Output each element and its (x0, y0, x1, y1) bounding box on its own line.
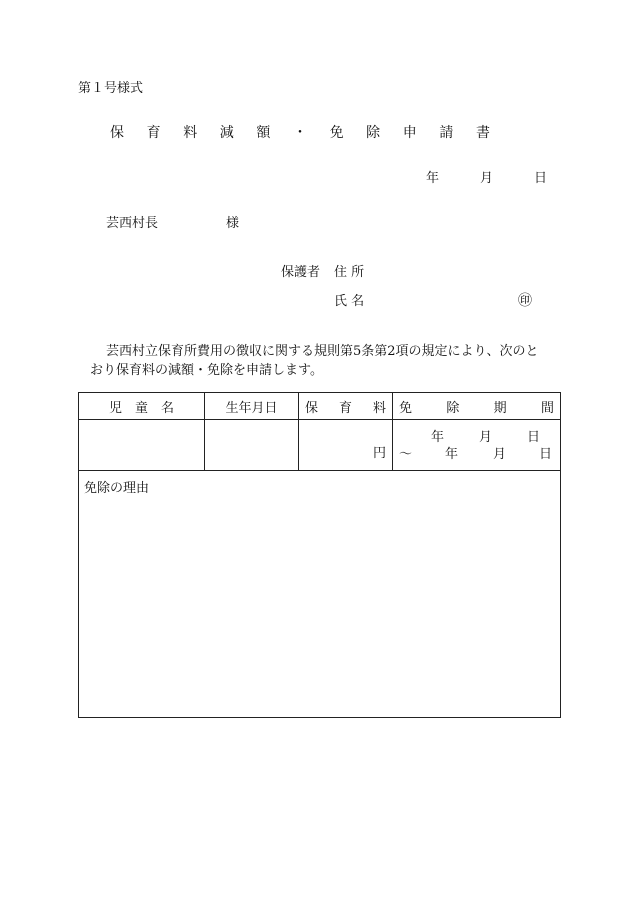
child-name-cell[interactable] (79, 420, 205, 471)
period-from-day: 日 (527, 430, 541, 445)
header-char: 期 (493, 400, 507, 416)
header-fee (299, 393, 393, 420)
title-char: 保 (110, 125, 124, 141)
body-text-line-2: おり保育料の減額・免除を申請します。 (90, 363, 323, 378)
title-char: 料 (183, 125, 198, 141)
application-table (78, 392, 561, 718)
period-tilde: ～ (399, 447, 413, 462)
exemption-period-cell[interactable] (393, 420, 561, 471)
seal-mark: ㊞ (518, 293, 532, 309)
header-exemption-period (393, 393, 561, 420)
period-from-month: 月 (479, 430, 493, 445)
header-birthdate: 生年月日 (205, 393, 299, 420)
body-text-line-1: 芸西村立保育所費用の徴収に関する規則第5条第2項の規定により、次のと (106, 344, 539, 359)
title-char: 免 (329, 125, 344, 141)
fee-cell[interactable] (299, 420, 393, 471)
title-char: ・ (292, 125, 307, 141)
header-char: 名 (160, 400, 174, 416)
title-char: 申 (402, 125, 417, 141)
header-char: 間 (540, 400, 554, 416)
period-to-year: 年 (445, 447, 459, 462)
header-char: 育 (338, 400, 352, 416)
period-to-month: 月 (493, 447, 507, 462)
header-child-name (79, 393, 205, 420)
form-title (110, 126, 490, 140)
header-char: 料 (372, 400, 386, 416)
address-label: 住 所 (334, 265, 365, 280)
title-char: 除 (366, 125, 381, 141)
date-month-label: 月 (480, 171, 494, 186)
title-char: 育 (146, 125, 161, 141)
header-char: 童 (134, 400, 148, 416)
header-char: 免 (399, 400, 413, 416)
header-char: 児 (109, 400, 123, 416)
reason-cell[interactable] (79, 471, 561, 718)
period-from-year: 年 (431, 430, 445, 445)
header-char: 保 (305, 400, 319, 416)
date-day-label: 日 (534, 171, 548, 186)
reason-label: 免除の理由 (84, 481, 150, 496)
period-to-day: 日 (539, 447, 553, 462)
date-year-label: 年 (426, 171, 440, 186)
header-char: 除 (446, 400, 460, 416)
addressee-honorific: 様 (226, 216, 240, 231)
name-label: 氏 名 (334, 294, 365, 309)
title-char: 請 (439, 125, 454, 141)
title-char: 書 (475, 125, 490, 141)
addressee-name: 芸西村長 (106, 216, 159, 231)
guardian-label: 保護者 (281, 265, 321, 280)
title-char: 額 (256, 125, 271, 141)
form-number: 第１号様式 (78, 81, 144, 96)
birthdate-cell[interactable] (205, 420, 299, 471)
yen-unit: 円 (372, 446, 386, 461)
title-char: 減 (219, 125, 234, 141)
